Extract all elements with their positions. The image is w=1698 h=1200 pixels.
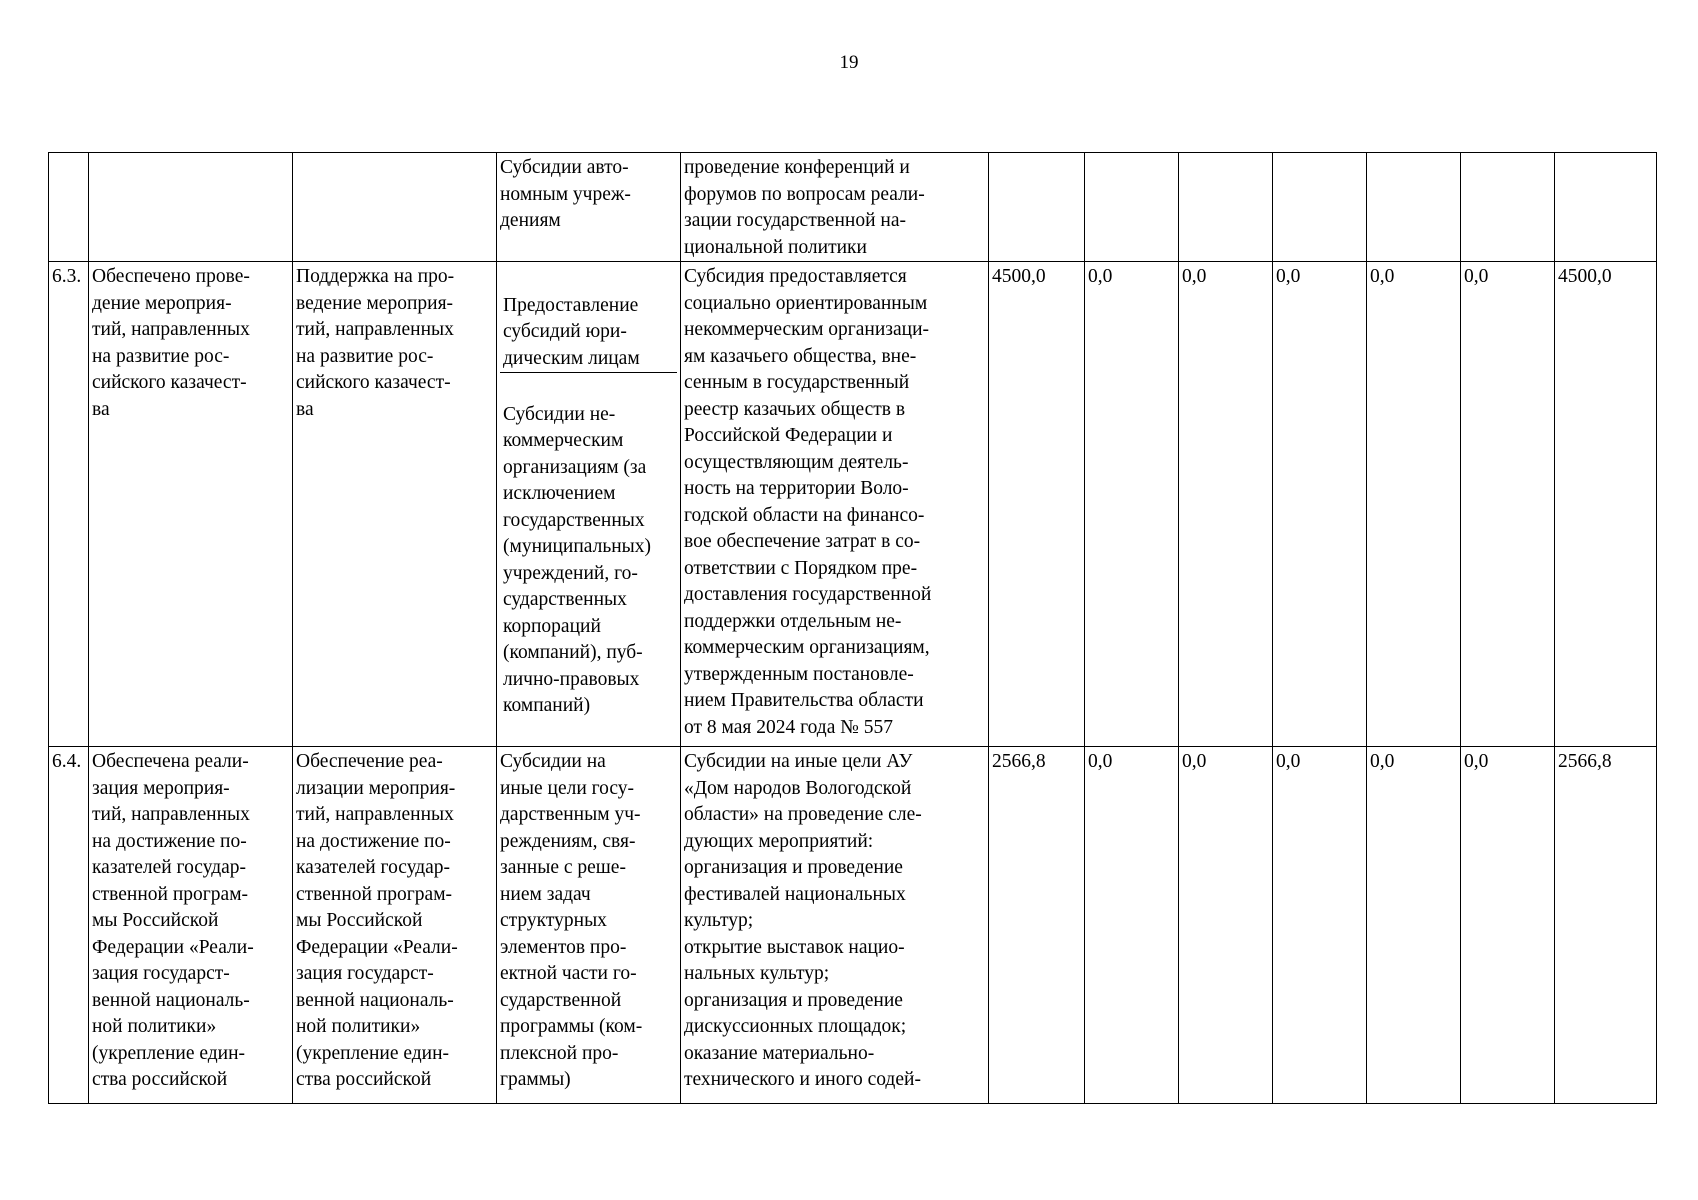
value-cell: 0,0: [1085, 262, 1179, 747]
value-cell: 0,0: [1461, 262, 1555, 747]
measures-table: [48, 152, 1657, 1104]
measure-cell: [293, 153, 497, 262]
value-cell: [1461, 153, 1555, 262]
value-cell: 0,0: [1179, 747, 1273, 1104]
measure-cell: Обеспечение реа- лизации мероприя- тий, направленных на достижение по- казателей государ- ственной програм- мы Российской Федерации «Реали- зация государст- венной националь- ной политики» (укрепление един- ства российской: [293, 747, 497, 1104]
description-cell: Субсидии на иные цели АУ «Дом народов Вологодской области» на проведение сле- дующих мероприятий: организация и проведение фестивалей национальных культур; открытие выставок нацио- нальных культур; организация и проведение дискуссионных площадок; оказание материально- технического и иного содей-: [681, 747, 989, 1104]
total-value-cell: 4500,0: [1555, 262, 1657, 747]
page-number: 19: [839, 52, 859, 73]
support-type-cell: Субсидии авто- номным учреж- дениям: [497, 153, 681, 262]
description-cell: Субсидия предоставляется социально ориентированным некоммерческим организаци- ям казачьего общества, вне- сенным в государственный реестр казачьих обществ в Российской Федерации и осуществляющим деятель- ность на территории Воло- годской области на финансо- вое обеспечение затрат в со- ответствии с Порядком пре- доставления государственной поддержки отдельным не- коммерческим организациям, утвержденным постановле- нием Правительства области от 8 мая 2024 года № 557: [681, 262, 989, 747]
table-row: [49, 153, 1657, 262]
result-cell: Обеспечена реали- зация мероприя- тий, направленных на достижение по- казателей государ- ственной програм- мы Российской Федерации «Реали- зация государст- венной националь- ной политики» (укрепление един- ства российской: [89, 747, 293, 1104]
value-cell: [1085, 153, 1179, 262]
result-cell: [89, 153, 293, 262]
value-cell: 2566,8: [989, 747, 1085, 1104]
value-cell: 0,0: [1085, 747, 1179, 1104]
description-cell: проведение конференций и форумов по вопросам реали- зации государственной на- циональной политики: [681, 153, 989, 262]
support-type-cell: Субсидии на иные цели госу- дарственным уч- реждениям, свя- занные с реше- нием задач структурных элементов про- ектной части го- сударственной программы (ком- плексной про- граммы): [497, 747, 681, 1104]
table-row: [49, 262, 1657, 747]
row-number-cell: 6.4.: [49, 747, 89, 1104]
value-cell: 0,0: [1179, 262, 1273, 747]
value-cell: [1273, 153, 1367, 262]
total-value-cell: 2566,8: [1555, 747, 1657, 1104]
value-cell: 0,0: [1367, 262, 1461, 747]
row-number-cell: 6.3.: [49, 262, 89, 747]
value-cell: 0,0: [1273, 262, 1367, 747]
value-cell: 0,0: [1461, 747, 1555, 1104]
value-cell: [989, 153, 1085, 262]
value-cell: [1367, 153, 1461, 262]
value-cell: [1179, 153, 1273, 262]
support-type-part: Субсидии не- коммерческим организациям (за исключением государственных (муниципальных) учреждений, го- сударственных корпораций (компаний), пуб- лично-правовых компаний): [503, 403, 651, 716]
support-type-cell: [497, 262, 681, 747]
value-cell: 4500,0: [989, 262, 1085, 747]
support-type-part: Предоставление субсидий юри- дическим лицам: [500, 291, 677, 374]
value-cell: 0,0: [1273, 747, 1367, 1104]
row-number-cell: [49, 153, 89, 262]
value-cell: 0,0: [1367, 747, 1461, 1104]
table-row: [49, 747, 1657, 1104]
result-cell: Обеспечено прове- дение мероприя- тий, направленных на развитие рос- сийского казачест- ва: [89, 262, 293, 747]
measure-cell: Поддержка на про- ведение мероприя- тий, направленных на развитие рос- сийского казачест- ва: [293, 262, 497, 747]
total-value-cell: [1555, 153, 1657, 262]
